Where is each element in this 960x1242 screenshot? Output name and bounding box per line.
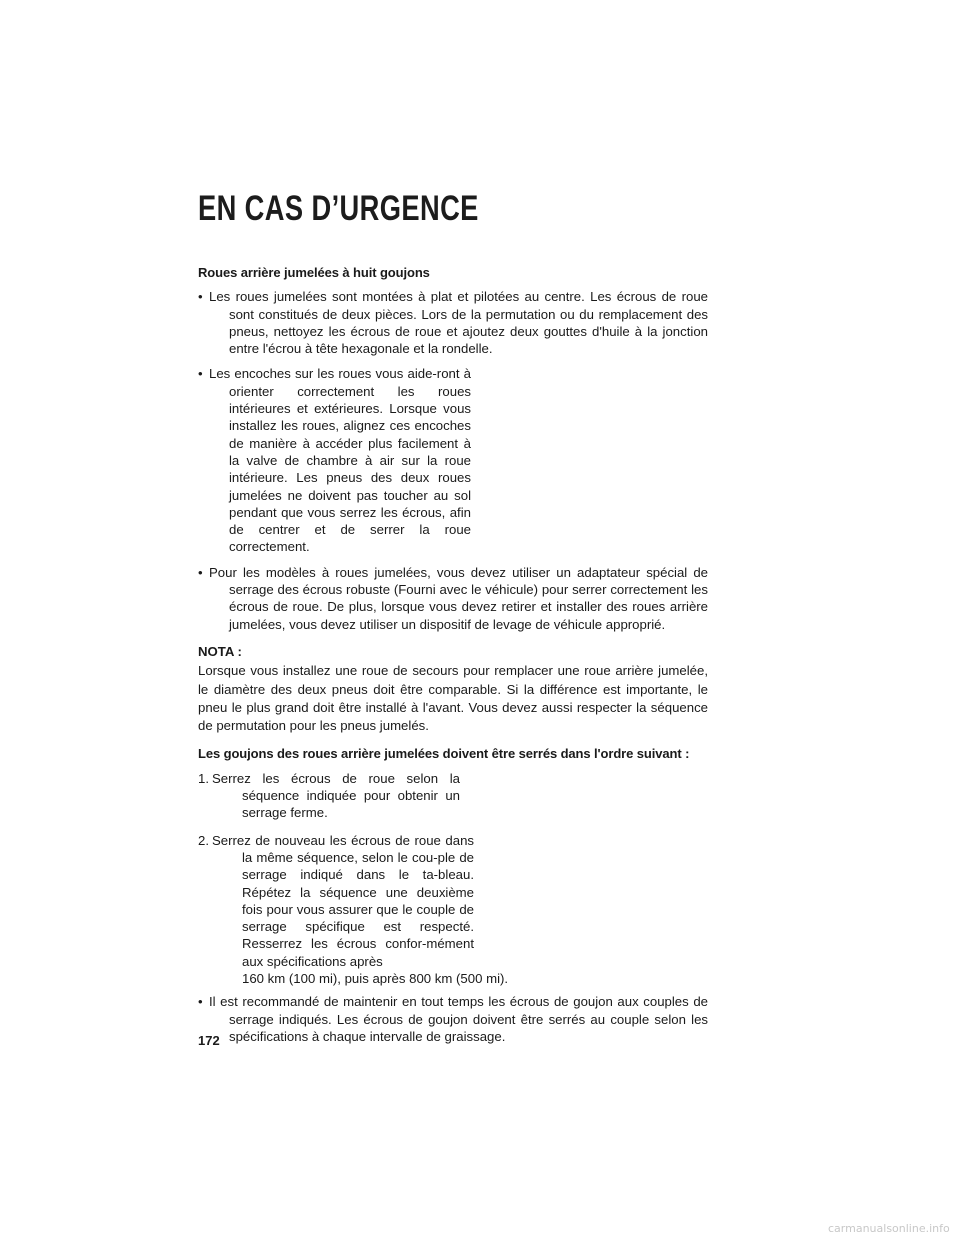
watermark: carmanualsonline.info — [828, 1222, 950, 1235]
bullet-item — [198, 365, 471, 555]
step-text-tail: 160 km (100 mi), puis après 800 km (500 mi). — [242, 970, 509, 986]
bullet-item — [198, 993, 708, 1045]
bullet-marker: • — [198, 564, 203, 580]
step-number: 1. — [198, 770, 209, 786]
bullet-marker: • — [198, 366, 203, 382]
page-number: 172 — [198, 1033, 220, 1048]
step-number: 2. — [198, 832, 209, 848]
page-content — [198, 264, 708, 1053]
bullet-text: Les encoches sur les roues vous aide-ront à orienter correctement les roues intérieures et extérieures. Lorsque vous installez les roues, alignez ces encoches de manière à accéder plus facilement à la valve de chambre à air sur la roue intérieure. Les pneus des deux roues jumelées ne doivent pas toucher au sol pendant que vous serrez les écrous, afin de centrer et de serrer la roue correctement. — [209, 366, 471, 555]
nota-label: NOTA : — [198, 643, 242, 659]
numbered-step — [198, 832, 708, 988]
step-text: Serrez de nouveau les écrous de roue dans la même séquence, selon le cou-ple de serrage indiqué dans le ta-bleau. Répétez la séquence une deuxième fois pour vous assurer que le couple de serrage spécifique est respecté. Resserrez les écrous confor-mément aux spécifications après — [212, 832, 474, 969]
step-text: Serrez les écrous de roue selon la séquence indiquée pour obtenir un serrage ferme. — [212, 770, 460, 821]
nota-text: Lorsque vous installez une roue de secours pour remplacer une roue arrière jumelée, le diamètre des deux pneus doit être comparable. Si la différence est importante, le pneu le plus grand doit être installé à l'avant. Vous devez aussi respecter la séquence de permutation pour les pneus jumelés. — [198, 663, 708, 734]
subheading: Roues arrière jumelées à huit goujons — [198, 265, 430, 280]
numbered-step — [198, 770, 460, 822]
bullet-item — [198, 288, 708, 357]
bullet-text: Les roues jumelées sont montées à plat et pilotées au centre. Les écrous de roue sont constitués de deux pièces. Lors de la permutation ou du remplacement des pneus, nettoyez les écrous de roue et ajoutez deux gouttes d'huile à la jonction entre l'écrou à tête hexagonale et la rondelle. — [209, 289, 708, 357]
bullet-item — [198, 564, 708, 633]
section-title: EN CAS D’URGENCE — [198, 189, 479, 228]
bullet-marker: • — [198, 994, 203, 1010]
order-heading: Les goujons des roues arrière jumelées doivent être serrés dans l'ordre suivant : — [198, 746, 690, 762]
bullet-marker: • — [198, 289, 203, 305]
bullet-text: Pour les modèles à roues jumelées, vous devez utiliser un adaptateur spécial de serrage des écrous robuste (Fourni avec le véhicule) pour serrer correctement les écrous de roue. De plus, lorsque vous devez retirer et installer des roues arrière jumelées, vous devez utiliser un dispositif de levage de véhicule approprié. — [209, 564, 708, 632]
bullet-text: Il est recommandé de maintenir en tout temps les écrous de goujon aux couples de serrage indiqués. Les écrous de goujon doivent être serrés au couple selon les spécifications à chaque intervalle de graissage. — [209, 994, 708, 1044]
